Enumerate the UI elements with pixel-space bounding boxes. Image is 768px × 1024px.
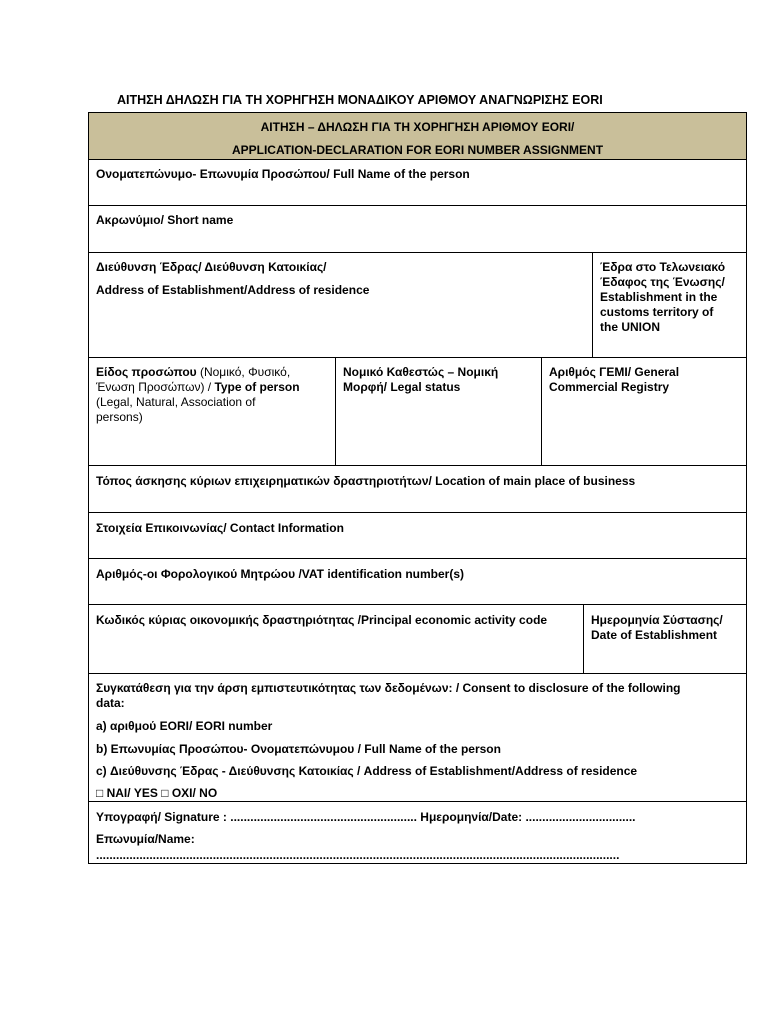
person-type-cell[interactable] (89, 358, 335, 465)
full-name-row[interactable] (89, 159, 746, 205)
person-type-normal-2: Ένωση Προσώπων) / (96, 380, 212, 394)
signature-row (89, 801, 746, 863)
eori-application-form (88, 112, 747, 864)
gemi-line-1: Αριθμός ΓΕΜΙ/ General (549, 365, 680, 379)
consent-line-2: data: (96, 696, 125, 710)
form-header (89, 113, 746, 159)
date-establishment-cell[interactable] (583, 605, 746, 673)
activity-code-label: Κωδικός κύριας οικονομικής δραστηριότητας /Principal economic activity code (96, 613, 548, 627)
person-type-line-3: (Legal, Natural, Association of (96, 395, 256, 409)
vat-row[interactable] (89, 558, 746, 604)
vat-label: Αριθμός-οι Φορολογικού Μητρώου /VAT identification number(s) (96, 567, 465, 581)
address-label-greek: Διεύθυνση Έδρας/ Διεύθυνση Κατοικίας/ (96, 260, 327, 274)
union-establishment-line-2: Έδαφος της Ένωσης/ (600, 275, 725, 289)
union-establishment-cell[interactable] (592, 253, 746, 357)
address-label-english: Address of Establishment/Address of residence (96, 283, 370, 297)
contact-label: Στοιχεία Επικοινωνίας/ Contact Information (96, 521, 344, 535)
short-name-label: Ακρωνύμιο/ Short name (96, 213, 234, 227)
header-title-english: APPLICATION-DECLARATION FOR EORI NUMBER ASSIGNMENT (231, 143, 604, 157)
signature-line[interactable]: Υπογραφή/ Signature : ........................................................ Ημερομηνία/Date: ................................. (96, 810, 636, 824)
union-establishment-line-3: Establishment in the (600, 290, 718, 304)
location-row[interactable] (89, 465, 746, 512)
legal-status-cell[interactable] (335, 358, 541, 465)
consent-row (89, 673, 746, 801)
short-name-row[interactable] (89, 205, 746, 252)
consent-item-b: b) Επωνυμίας Προσώπου- Ονοματεπώνυμου / Full Name of the person (96, 742, 501, 756)
location-label: Τόπος άσκησης κύριων επιχειρηματικών δραστηριοτήτων/ Location of main place of business (96, 474, 636, 488)
consent-item-c: c) Διεύθυνσης Έδρας - Διεύθυνσης Κατοικίας / Address of Establishment/Address of residence (96, 764, 638, 778)
legal-status-line-2: Μορφή/ Legal status (343, 380, 461, 394)
union-establishment-line-1: Έδρα στο Τελωνειακό (600, 260, 726, 274)
person-type-bold-1: Είδος προσώπου (96, 365, 197, 379)
person-type-line-1 (96, 365, 290, 380)
consent-line-1: Συγκατάθεση για την άρση εμπιστευτικότητας των δεδομένων: / Consent to disclosure of the following (96, 681, 681, 695)
union-establishment-line-5: the UNION (600, 320, 660, 334)
name-label: Επωνυμία/Name: (96, 832, 195, 846)
consent-choices[interactable]: □ ΝΑΙ/ YES □ ΟΧΙ/ NO (96, 786, 218, 800)
header-title-greek: ΑΙΤΗΣΗ – ΔΗΛΩΣΗ ΓΙΑ ΤΗ ΧΟΡΗΓΗΣΗ ΑΡΙΘΜΟΥ EORI/ (260, 120, 575, 134)
date-establishment-line-2: Date of Establishment (591, 628, 718, 642)
full-name-label: Ονοματεπώνυμο- Επωνυμία Προσώπου/ Full Name of the person (96, 167, 470, 181)
gemi-line-2: Commercial Registry (549, 380, 670, 394)
address-row (89, 252, 746, 357)
document-title: ΑΙΤΗΣΗ ΔΗΛΩΣΗ ΓΙΑ ΤΗ ΧΟΡΗΓΗΣΗ ΜΟΝΑΔΙΚΟΥ ΑΡΙΘΜΟΥ ΑΝΑΓΝΩΡΙΣΗΣ EORI (117, 93, 603, 107)
union-establishment-line-4: customs territory of (600, 305, 714, 319)
person-type-row (89, 357, 746, 465)
person-type-bold-2: Type of person (211, 380, 300, 394)
name-dotted-line[interactable]: ............................................................................................................................................................. (96, 848, 620, 862)
date-establishment-line-1: Ημερομηνία Σύστασης/ (591, 613, 723, 627)
gemi-cell[interactable] (541, 358, 746, 465)
address-cell[interactable] (89, 253, 592, 357)
person-type-line-2 (96, 380, 300, 395)
person-type-normal-1: (Νομικό, Φυσικό, (196, 365, 291, 379)
person-type-line-4: persons) (96, 410, 143, 424)
legal-status-line-1: Νομικό Καθεστώς – Νομική (343, 365, 499, 379)
activity-code-cell[interactable] (89, 605, 583, 673)
consent-item-a: a) αριθμού EORI/ EORI number (96, 719, 273, 733)
activity-row (89, 604, 746, 673)
contact-row[interactable] (89, 512, 746, 558)
